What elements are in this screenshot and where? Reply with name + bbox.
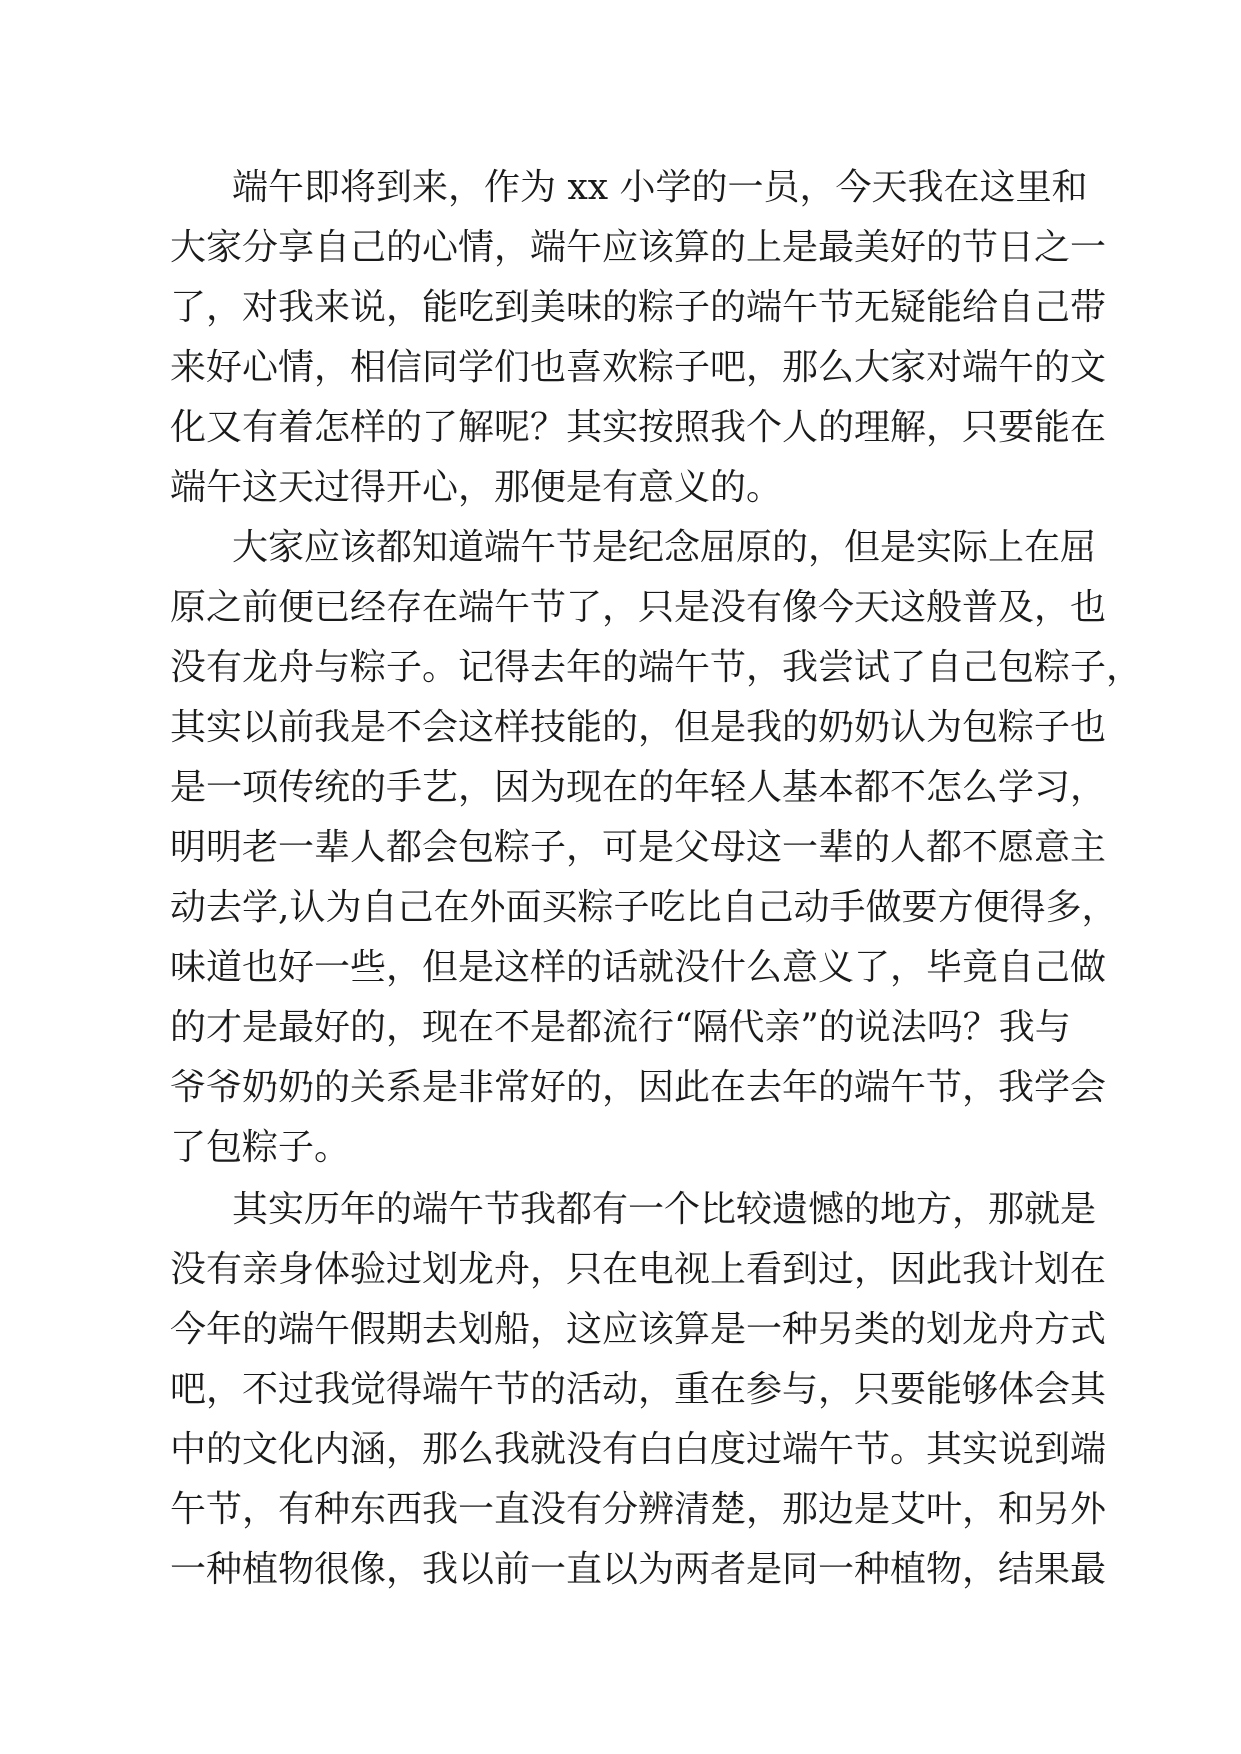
line-text: 一种植物很像，我以前一直以为两者是同一种植物，结果最 bbox=[170, 1549, 1107, 1590]
text-line bbox=[0, 818, 1241, 878]
text-line bbox=[0, 698, 1241, 758]
line-text: 大家应该都知道端午节是纪念屈原的，但是实际上在屈 bbox=[232, 527, 1097, 568]
text-line bbox=[0, 1300, 1241, 1360]
line-text: 今年的端午假期去划船，这应该算是一种另类的划龙舟方式 bbox=[170, 1309, 1107, 1350]
text-line bbox=[0, 638, 1241, 698]
text-line bbox=[0, 1118, 1241, 1178]
text-line bbox=[0, 398, 1241, 458]
line-text: 端午这天过得开心，那便是有意义的。 bbox=[170, 467, 783, 508]
line-text: 味道也好一些，但是这样的话就没什么意义了，毕竟自己做 bbox=[170, 947, 1107, 988]
line-text: 动去学,认为自己在外面买粽子吃比自己动手做要方便得多， bbox=[170, 887, 1118, 928]
line-text: 是一项传统的手艺，因为现在的年轻人基本都不怎么学习， bbox=[170, 767, 1107, 808]
text-line bbox=[0, 578, 1241, 638]
text-line bbox=[0, 1058, 1241, 1118]
text-line bbox=[0, 758, 1241, 818]
text-line bbox=[0, 938, 1241, 998]
line-text: 了包粽子。 bbox=[170, 1127, 351, 1168]
line-text: 没有龙舟与粽子。记得去年的端午节，我尝试了自己包粽子， bbox=[170, 647, 1143, 688]
line-text: 午节，有种东西我一直没有分辨清楚，那边是艾叶，和另外 bbox=[170, 1489, 1107, 1530]
text-line bbox=[0, 998, 1241, 1058]
line-text: 端午即将到来，作为 xx 小学的一员，今天我在这里和 bbox=[232, 167, 1088, 208]
line-text: 来好心情，相信同学们也喜欢粽子吧，那么大家对端午的文 bbox=[170, 347, 1107, 388]
text-line bbox=[0, 338, 1241, 398]
text-line bbox=[0, 518, 1241, 578]
line-text: 了，对我来说，能吃到美味的粽子的端午节无疑能给自己带 bbox=[170, 287, 1107, 328]
line-text: 其实以前我是不会这样技能的，但是我的奶奶认为包粽子也 bbox=[170, 707, 1107, 748]
text-line bbox=[0, 218, 1241, 278]
text-line bbox=[0, 278, 1241, 338]
text-line bbox=[0, 1240, 1241, 1300]
text-line bbox=[0, 1420, 1241, 1480]
line-text: 的才是最好的，现在不是都流行“隔代亲”的说法吗？我与 bbox=[170, 1007, 1071, 1048]
line-text: 原之前便已经存在端午节了，只是没有像今天这般普及，也 bbox=[170, 587, 1107, 628]
line-text: 明明老一辈人都会包粽子，可是父母这一辈的人都不愿意主 bbox=[170, 827, 1107, 868]
line-text: 没有亲身体验过划龙舟，只在电视上看到过，因此我计划在 bbox=[170, 1249, 1107, 1290]
line-text: 化又有着怎样的了解呢？其实按照我个人的理解，只要能在 bbox=[170, 407, 1107, 448]
line-text: 大家分享自己的心情，端午应该算的上是最美好的节日之一 bbox=[170, 227, 1107, 268]
text-line bbox=[0, 158, 1241, 218]
line-text: 中的文化内涵，那么我就没有白白度过端午节。其实说到端 bbox=[170, 1429, 1107, 1470]
line-text: 吧，不过我觉得端午节的活动，重在参与，只要能够体会其 bbox=[170, 1369, 1107, 1410]
line-text: 爷爷奶奶的关系是非常好的，因此在去年的端午节，我学会 bbox=[170, 1067, 1107, 1108]
text-line bbox=[0, 878, 1241, 938]
text-line bbox=[0, 1480, 1241, 1540]
text-line bbox=[0, 1180, 1241, 1240]
text-line bbox=[0, 1540, 1241, 1600]
text-line bbox=[0, 1360, 1241, 1420]
line-text: 其实历年的端午节我都有一个比较遗憾的地方，那就是 bbox=[232, 1189, 1097, 1230]
text-line bbox=[0, 458, 1241, 518]
